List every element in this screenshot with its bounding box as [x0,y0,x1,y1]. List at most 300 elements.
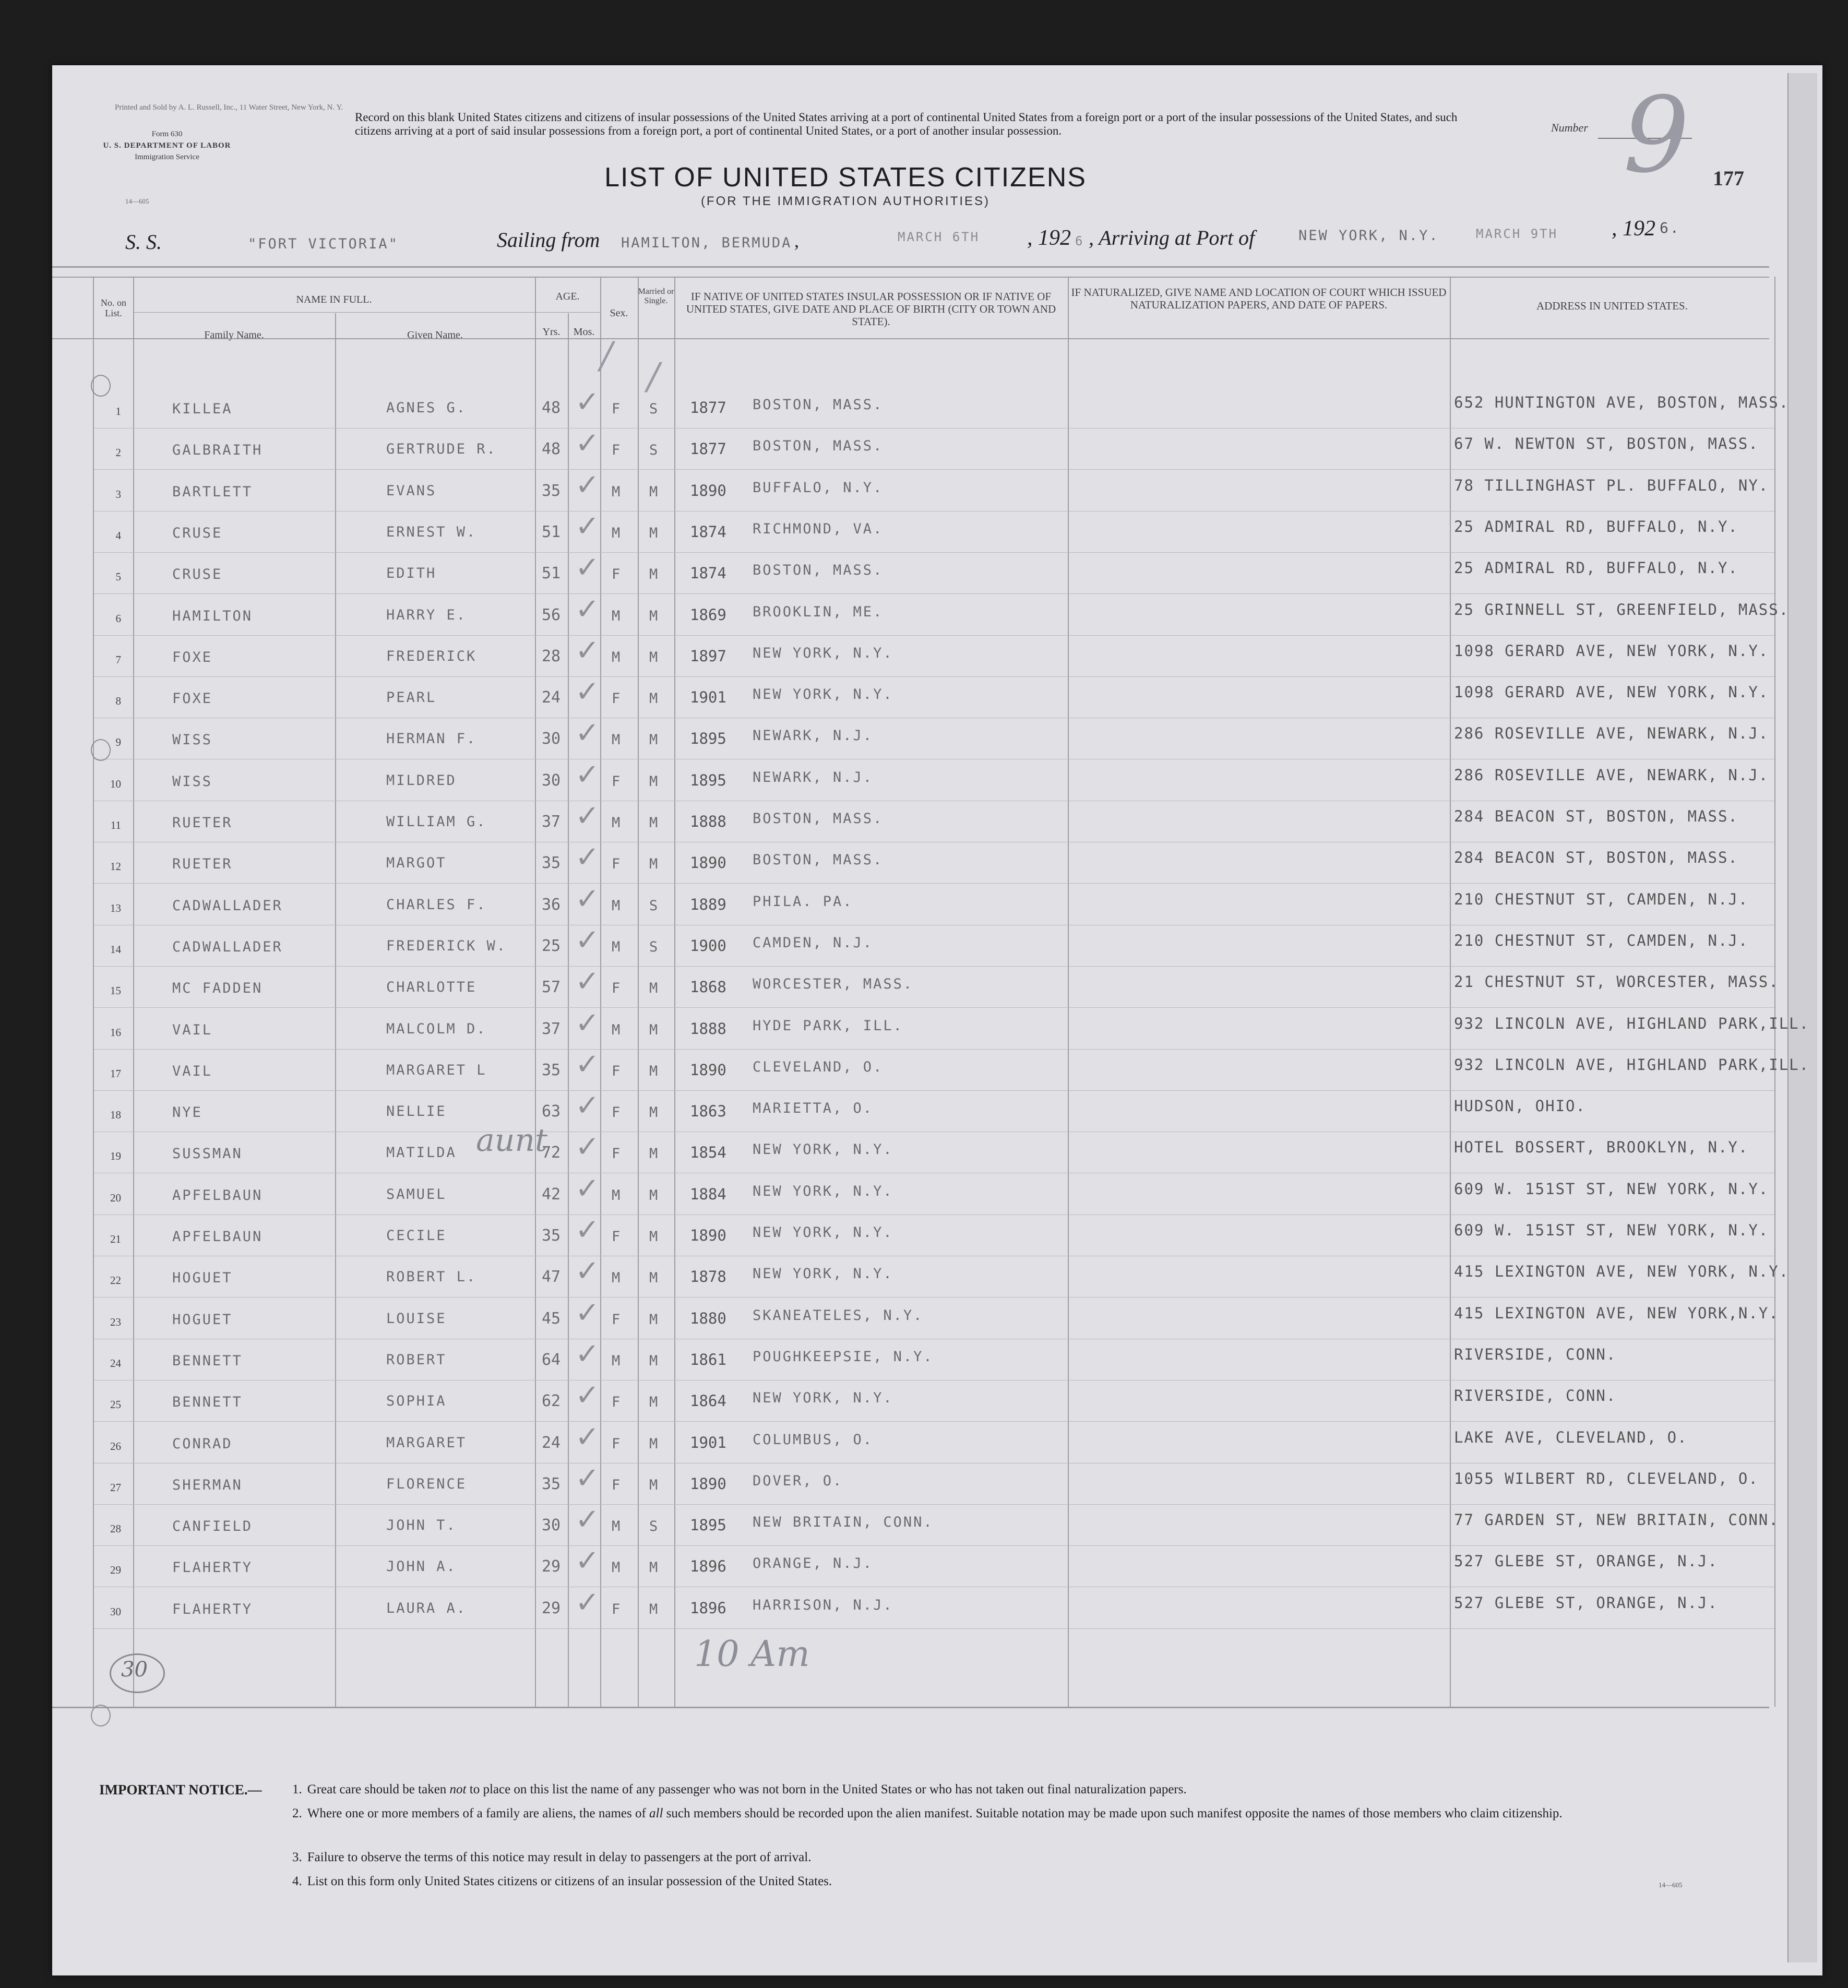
sex: F [612,1477,622,1493]
arriving-label: , Arriving at Port of [1089,226,1255,249]
row-rule [94,966,1774,967]
given-name: HARRY E. [386,607,467,623]
marital-status: S [649,939,660,955]
us-address: 67 W. NEWTON ST, BOSTON, MASS. [1454,435,1759,453]
birth-place: WORCESTER, MASS. [753,976,914,992]
us-address: 415 LEXINGTON AVE, NEW YORK, N.Y. [1454,1263,1790,1280]
given-name: MARGOT [386,855,447,871]
col-header-sex: Sex. [610,307,628,319]
check-mark: ✓ [575,509,600,543]
us-address: 284 BEACON ST, BOSTON, MASS. [1454,849,1738,866]
row-number: 30 [110,1605,121,1618]
us-address: 415 LEXINGTON AVE, NEW YORK,N.Y. [1454,1304,1779,1322]
birth-year: 1897 [690,647,726,665]
age-years: 72 [542,1144,561,1162]
us-address: 932 LINCOLN AVE, HIGHLAND PARK,ILL. [1454,1015,1810,1032]
row-number: 13 [110,902,121,914]
notice-item-number: 3. [292,1850,302,1864]
birth-year: 1900 [690,937,726,955]
age-years: 24 [542,1434,561,1452]
given-name: GERTRUDE R. [386,441,497,457]
birth-year: 1877 [690,440,726,458]
check-mark: ✓ [575,799,600,833]
aunt-annotation: aunt [476,1122,548,1159]
given-name: NELLIE [386,1103,447,1120]
birth-year: 1878 [690,1268,726,1285]
given-name: CECILE [386,1228,447,1244]
birth-place: COLUMBUS, O. [753,1432,874,1448]
marital-status: M [649,1436,660,1452]
sex: F [612,773,622,790]
family-name: HAMILTON [172,608,253,624]
ship-name: "FORT VICTORIA" [248,236,399,252]
col-div-sex [600,277,601,1707]
check-mark: ✓ [575,1213,600,1247]
family-name: WISS [172,732,213,748]
family-name: CADWALLADER [172,898,283,914]
given-name: JOHN T. [386,1517,457,1533]
row-number: 4 [115,529,121,542]
birth-place: CLEVELAND, O. [753,1059,884,1075]
age-years: 28 [542,647,561,665]
given-name: HERMAN F. [386,731,477,747]
from-port: HAMILTON, BERMUDA [621,235,792,251]
row-rule [94,635,1774,636]
birth-year: 1890 [690,1227,726,1244]
given-name: CHARLES F. [386,897,487,913]
birth-year: 1890 [690,482,726,499]
sex: M [612,1022,622,1038]
row-number: 29 [110,1564,121,1576]
family-name: SUSSMAN [172,1146,243,1162]
sex: F [612,691,622,707]
family-name: RUETER [172,815,233,831]
marital-status: M [649,856,660,872]
marital-status: M [649,691,660,707]
marital-status: M [649,815,660,831]
number-value: 9 [1623,75,1690,196]
marital-status: S [649,898,660,914]
given-name: EVANS [386,483,437,499]
family-name: CRUSE [172,566,223,582]
row-number: 27 [110,1481,121,1494]
check-mark: ✓ [575,592,600,626]
row-number: 20 [110,1192,121,1204]
sex: M [612,1560,622,1576]
number-label: Number [1551,121,1588,134]
us-address: 609 W. 151ST ST, NEW YORK, N.Y. [1454,1180,1769,1198]
row-number: 5 [115,570,121,583]
footer-scrawl: 10 Am [694,1634,810,1675]
notice-item-text: Failure to observe the terms of this notice may result in delay to passengers at the port of arrival. [307,1850,812,1864]
row-number: 8 [115,695,121,707]
given-name: WILLIAM G. [386,814,487,830]
marital-status: M [649,649,660,665]
col-header-no: No. on List. [101,297,126,318]
birth-year: 1874 [690,523,726,541]
col-div-ms [638,277,639,1707]
row-rule [94,1628,1774,1629]
check-mark: ✓ [575,1544,600,1578]
check-mark: ✓ [575,923,600,957]
birth-place: BOSTON, MASS. [753,397,884,413]
family-name: SHERMAN [172,1477,243,1493]
form-code-right: 14—605 [1659,1881,1683,1889]
check-mark: ✓ [575,1296,600,1330]
marital-status: M [649,1146,660,1162]
col-div-given [335,313,336,1707]
page-subtitle: (FOR THE IMMIGRATION AUTHORITIES) [700,194,991,208]
col-header-address: ADDRESS IN UNITED STATES. [1536,300,1688,312]
check-mark: ✓ [575,716,600,750]
family-name: APFELBAUN [172,1229,263,1245]
row-rule [94,1504,1774,1505]
check-mark: ✓ [575,1172,600,1206]
col-div-birth [674,277,675,1707]
married-column-slash-2: / [647,355,660,398]
birth-year: 1896 [690,1557,726,1575]
sex: F [612,442,622,458]
marital-status: M [649,484,660,500]
family-name: FOXE [172,691,213,707]
given-name: SAMUEL [386,1186,447,1203]
age-years: 35 [542,1227,561,1245]
row-rule [94,593,1774,594]
family-name: HOGUET [172,1312,233,1328]
name-subrule [133,312,535,313]
age-years: 62 [542,1392,561,1410]
col-header-birth: IF NATIVE OF UNITED STATES INSULAR POSSESSION OR IF NATIVE OF UNITED STATES, GIVE DATE AND PLACE OF BIRTH (CITY OR TOWN AND STATE). [686,290,1056,328]
given-name: MARGARET L [386,1062,487,1078]
birth-place: CAMDEN, N.J. [753,935,874,951]
us-address: 1098 GERARD AVE, NEW YORK, N.Y. [1454,642,1769,660]
notice-item-text: Where one or more members of a family are aliens, the names of [307,1806,650,1820]
given-name: LAURA A. [386,1600,467,1616]
check-mark: ✓ [575,882,600,916]
check-mark: ✓ [575,1047,600,1081]
birth-year: 1895 [690,771,726,789]
punch-hole [91,739,111,761]
age-years: 63 [542,1102,561,1121]
family-name: WISS [172,773,213,790]
arrive-date: MARCH 9TH [1476,227,1558,241]
age-years: 57 [542,978,561,996]
notice-item-number: 2. [292,1806,302,1820]
page-title: LIST OF UNITED STATES CITIZENS [604,162,1087,193]
sex: M [612,815,622,831]
age-years: 36 [542,896,561,914]
family-name: GALBRAITH [172,442,263,458]
family-name: FLAHERTY [172,1560,253,1576]
check-mark: ✓ [575,551,600,585]
age-years: 51 [542,564,561,582]
birth-place: ORANGE, N.J. [753,1555,874,1572]
col-div-no [93,277,94,1707]
check-mark: ✓ [575,1586,600,1620]
age-years: 48 [542,399,561,417]
us-address: HOTEL BOSSERT, BROOKLYN, N.Y. [1454,1138,1749,1156]
birth-place: BUFFALO, N.Y. [753,480,884,496]
row-number: 25 [110,1398,121,1411]
age-subrule [535,312,600,313]
col-header-family: Family Name. [204,329,264,341]
marital-status: M [649,525,660,541]
row-rule [94,1090,1774,1091]
notice-item-emphasis: not [449,1782,467,1796]
marital-status: M [649,566,660,582]
birth-place: NEWARK, N.J. [753,728,874,744]
birth-place: HYDE PARK, ILL. [753,1018,903,1034]
notice-item-number: 1. [292,1782,302,1796]
col-div-right [1774,277,1775,1707]
row-rule [94,469,1774,470]
sex: F [612,1312,622,1328]
age-years: 30 [542,1516,561,1534]
family-name: FLAHERTY [172,1601,253,1617]
marital-status: M [649,980,660,996]
us-address: 652 HUNTINGTON AVE, BOSTON, MASS. [1454,394,1790,411]
family-name: BARTLETT [172,484,253,500]
birth-year: 1888 [690,813,726,830]
sex: F [612,1601,622,1617]
check-mark: ✓ [575,1337,600,1371]
marital-status: M [649,1063,660,1079]
sex: F [612,1063,622,1079]
birth-year: 1895 [690,730,726,747]
marital-status: S [649,1518,660,1534]
form-code-left: 14—605 [125,197,149,205]
row-number: 3 [115,488,121,501]
sail-date: MARCH 6TH [898,230,980,244]
given-name: MATILDA [386,1145,457,1161]
family-name: KILLEA [172,401,233,417]
ss-label: S. S. [125,230,162,254]
marital-status: M [649,1353,660,1369]
birth-year: 1901 [690,688,726,706]
family-name: FOXE [172,649,213,665]
check-mark: ✓ [575,965,600,998]
row-number: 14 [110,943,121,956]
age-years: 35 [542,1061,561,1079]
sex: M [612,1270,622,1286]
row-number: 12 [110,860,121,873]
marital-status: M [649,773,660,790]
age-years: 35 [542,482,561,500]
check-mark: ✓ [575,385,600,419]
row-rule [94,1049,1774,1050]
row-number: 28 [110,1522,121,1535]
form-block [99,128,235,163]
birth-place: MARIETTA, O. [753,1100,874,1116]
check-mark: ✓ [575,1254,600,1288]
birth-place: BOSTON, MASS. [753,852,884,868]
row-rule [94,1545,1774,1546]
birth-year: 1901 [690,1434,726,1451]
marital-status: M [649,1477,660,1493]
sex: M [612,898,622,914]
sex: F [612,856,622,872]
row-number: 7 [115,653,121,666]
us-address: 25 GRINNELL ST, GREENFIELD, MASS. [1454,601,1790,618]
row-number: 26 [110,1440,121,1453]
birth-year: 1890 [690,1061,726,1079]
age-years: 37 [542,813,561,831]
family-name: HOGUET [172,1270,233,1286]
family-name: CRUSE [172,525,223,541]
notice-item-emphasis: all [649,1806,663,1820]
marital-status: M [649,1312,660,1328]
us-address: 527 GLEBE ST, ORANGE, N.J. [1454,1594,1718,1612]
col-header-name: NAME IN FULL. [296,294,372,305]
birth-place: NEW YORK, N.Y. [753,1141,893,1158]
birth-place: HARRISON, N.J. [753,1597,893,1613]
family-name: CONRAD [172,1436,233,1452]
row-number: 19 [110,1150,121,1162]
col-div-mos [568,313,569,1707]
marital-status: M [649,732,660,748]
us-address: 1055 WILBERT RD, CLEVELAND, O. [1454,1470,1759,1487]
married-column-slash: / [600,334,613,377]
given-name: EDITH [386,565,437,581]
year-digit-2: 6. [1660,219,1680,236]
sailing-label: Sailing from [497,228,600,252]
us-address: 609 W. 151ST ST, NEW YORK, N.Y. [1454,1221,1769,1239]
notice-item-text-cont: such members should be recorded upon the alien manifest. Suitable notation may be made upon such manifest opposite the names of those members who claim citizenship. [663,1806,1563,1820]
row-number: 24 [110,1357,121,1370]
us-address: 21 CHESTNUT ST, WORCESTER, MASS. [1454,973,1779,991]
birth-year: 1884 [690,1185,726,1203]
given-name: JOHN A. [386,1558,457,1575]
birth-year: 1854 [690,1144,726,1161]
row-number: 17 [110,1067,121,1080]
sex: F [612,1394,622,1410]
given-name: ROBERT L. [386,1269,477,1285]
check-mark: ✓ [575,1006,600,1040]
birth-year: 1869 [690,606,726,624]
birth-year: 1895 [690,1516,726,1534]
year-prefix-1: , 192 [1027,226,1071,250]
birth-year: 1864 [690,1392,726,1410]
birth-year: 1880 [690,1310,726,1327]
year-prefix-2: , 192 [1612,217,1655,241]
check-mark: ✓ [575,468,600,502]
birth-place: POUGHKEEPSIE, N.Y. [753,1349,934,1365]
marital-status: S [649,442,660,458]
us-address: RIVERSIDE, CONN. [1454,1387,1617,1404]
birth-place: BOSTON, MASS. [753,562,884,578]
row-number: 6 [115,612,121,625]
birth-place: PHILA. PA. [753,894,853,910]
notice-item-text-cont: to place on this list the name of any passenger who was not born in the United States or who has not taken out final naturalization papers. [466,1782,1187,1796]
col-div-natural [1068,277,1069,1707]
marital-status: M [649,1270,660,1286]
marital-status: M [649,1022,660,1038]
punch-hole [91,1705,111,1727]
check-mark: ✓ [575,840,600,874]
notice-item-text: List on this form only United States citizens or citizens of an insular possession of the United States. [307,1874,832,1888]
check-mark: ✓ [575,426,600,460]
check-mark: ✓ [575,1503,600,1537]
marital-status: M [649,1104,660,1121]
birth-place: NEW YORK, N.Y. [753,645,893,661]
age-years: 42 [542,1185,561,1204]
birth-place: NEWARK, N.J. [753,769,874,785]
sex: F [612,1104,622,1121]
marital-status: M [649,1601,660,1617]
notice-item [292,1850,1738,1865]
sex: F [612,566,622,582]
birth-place: SKANEATELES, N.Y. [753,1307,924,1324]
family-name: RUETER [172,856,233,872]
family-name: BENNETT [172,1394,243,1410]
row-number: 10 [110,778,121,790]
row-number: 15 [110,984,121,997]
col-header-naturalized: IF NATURALIZED, GIVE NAME AND LOCATION OF COURT WHICH ISSUED NATURALIZATION PAPERS, AND DATE OF PAPERS. [1071,286,1447,311]
col-header-mos: Mos. [573,326,595,338]
marital-status: M [649,608,660,624]
birth-year: 1896 [690,1599,726,1617]
row-rule [94,883,1774,884]
birth-place: NEW YORK, N.Y. [753,1390,893,1406]
sex: F [612,1436,622,1452]
table-top-rule [52,266,1769,268]
birth-place: BOSTON, MASS. [753,438,884,454]
family-name: CADWALLADER [172,939,283,955]
us-address: 25 ADMIRAL RD, BUFFALO, N.Y. [1454,559,1738,577]
birth-place: NEW BRITAIN, CONN. [753,1514,934,1530]
family-name: NYE [172,1104,202,1121]
notice-item-number: 4. [292,1874,302,1888]
row-rule [94,1421,1774,1422]
us-address: HUDSON, OHIO. [1454,1097,1586,1115]
sex: M [612,939,622,955]
sex: M [612,525,622,541]
age-years: 30 [542,730,561,748]
check-mark: ✓ [575,675,600,709]
col-header-age: AGE. [555,291,580,302]
family-name: CANFIELD [172,1518,253,1534]
birth-year: 1890 [690,854,726,872]
birth-year: 1863 [690,1102,726,1120]
row-rule [94,1007,1774,1008]
sex: F [612,1229,622,1245]
sex: F [612,980,622,996]
sex: F [612,1146,622,1162]
col-header-yrs: Yrs. [542,326,561,338]
given-name: FREDERICK W. [386,938,507,954]
record-note: Record on this blank United States citizens and citizens of insular possessions of the United States arriving at a port of continental United States from a foreign port or a port of the insular possessions of the United States, and such citizens arriving at a port of said insular possessions from a foreign port, a port of continental United States, or a port of another insular possession. [355,111,1458,137]
punch-hole [91,375,111,397]
marital-status: S [649,401,660,417]
row-number: 16 [110,1026,121,1039]
birth-place: BROOKLIN, ME. [753,604,884,620]
printer-line: Printed and Sold by A. L. Russell, Inc., 11 Water Street, New York, N. Y. [115,103,343,112]
to-port: NEW YORK, N.Y. [1298,228,1439,244]
us-address: 78 TILLINGHAST PL. BUFFALO, NY. [1454,477,1769,494]
given-name: MARGARET [386,1435,467,1451]
col-header-married: Married or Single. [638,287,674,305]
age-years: 30 [542,771,561,790]
total-count: 30 [121,1658,148,1682]
col-div-yrs [535,277,536,1707]
given-name: PEARL [386,689,437,706]
given-name: LOUISE [386,1311,447,1327]
check-mark: ✓ [575,1378,600,1412]
age-years: 64 [542,1351,561,1369]
given-name: MALCOLM D. [386,1021,487,1037]
notice-item-text: Great care should be taken [307,1782,450,1796]
age-years: 29 [542,1599,561,1617]
